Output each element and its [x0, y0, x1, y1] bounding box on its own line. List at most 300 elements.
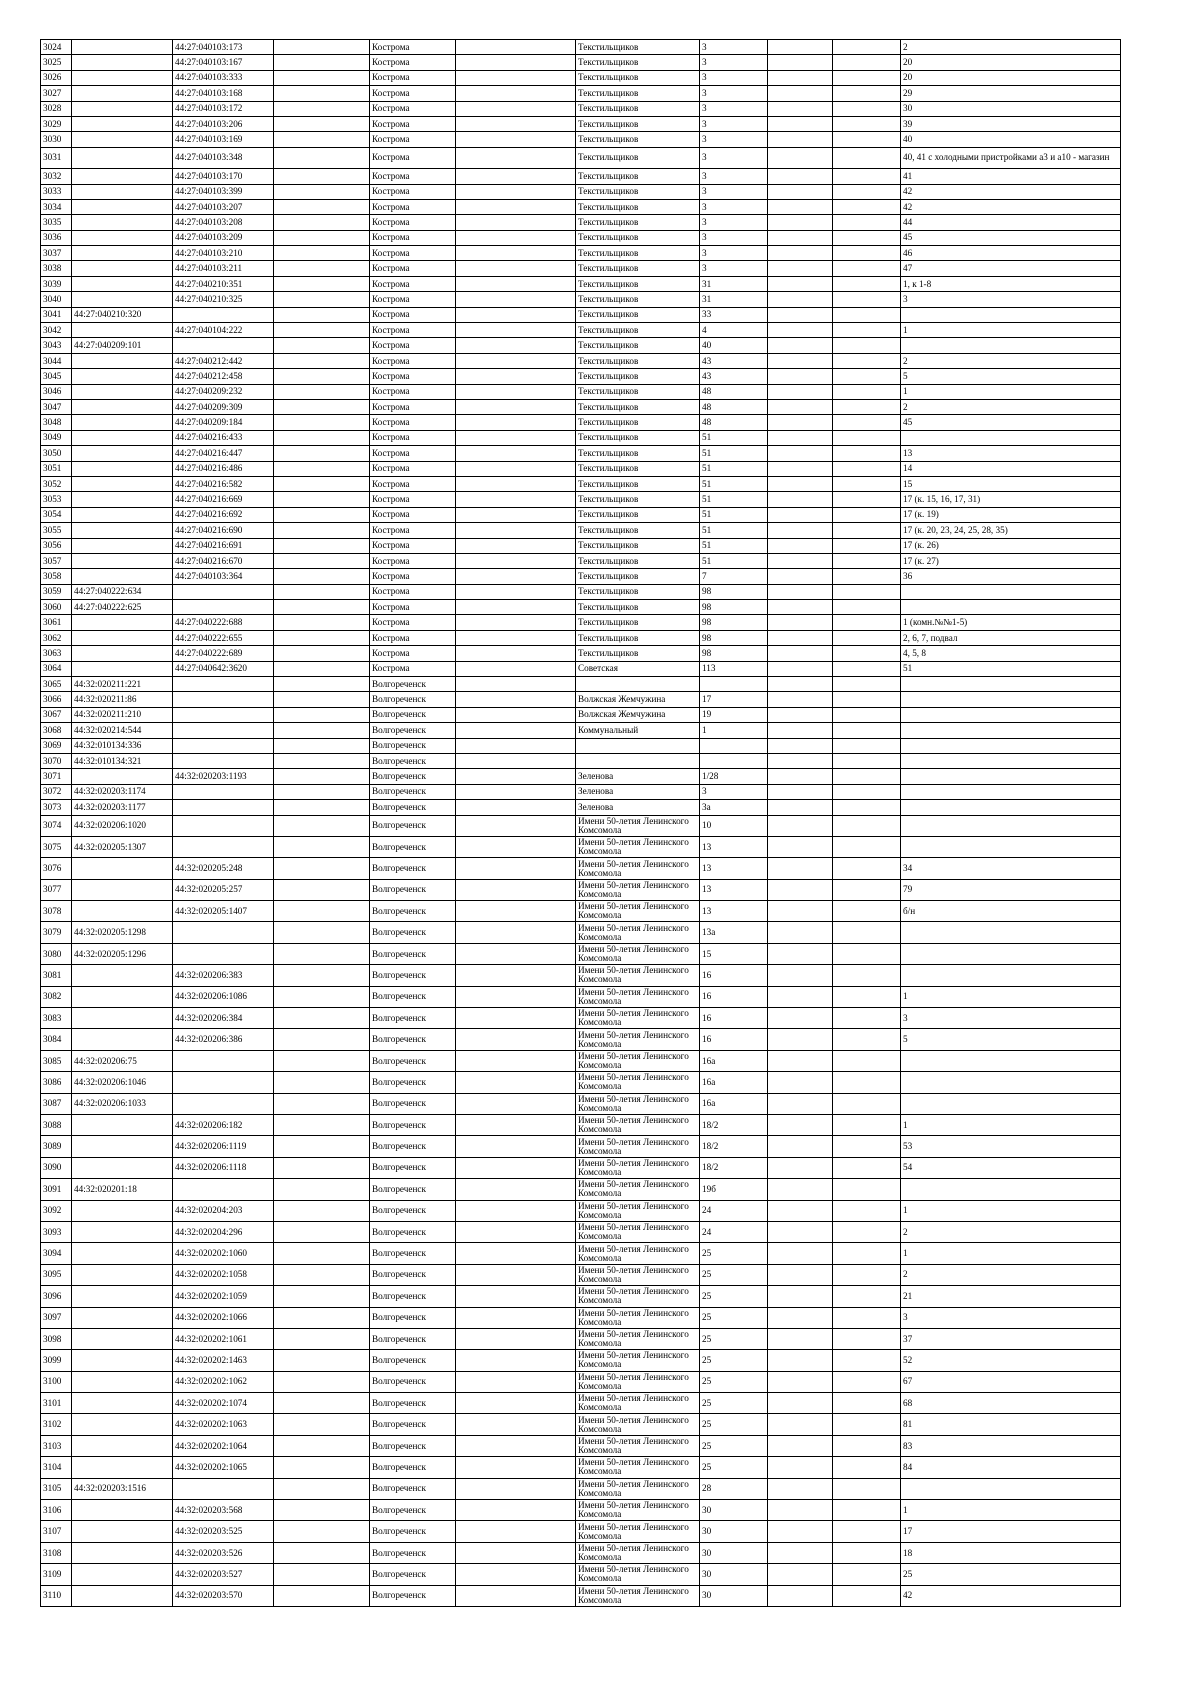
- building-cadastral-cell: [72, 215, 173, 230]
- premises-number-cell: 29: [901, 86, 1121, 101]
- city-cell: Волгореченск: [370, 723, 456, 738]
- empty-column-4: [274, 116, 370, 131]
- building-cadastral-cell: [72, 507, 173, 522]
- house-number-cell: 30: [700, 1564, 768, 1585]
- row-number-cell: 3055: [41, 523, 72, 538]
- empty-column-6: [456, 184, 576, 199]
- house-number-cell: 25: [700, 1371, 768, 1392]
- empty-column-10: [833, 800, 901, 815]
- empty-column-10: [833, 1307, 901, 1328]
- building-cadastral-cell: 44:32:020206:1046: [72, 1072, 173, 1093]
- city-cell: Волгореченск: [370, 1307, 456, 1328]
- city-cell: Волгореченск: [370, 815, 456, 836]
- row-number-cell: 3038: [41, 261, 72, 276]
- premises-number-cell: 3: [901, 1307, 1121, 1328]
- empty-column-10: [833, 677, 901, 692]
- row-number-cell: 3048: [41, 415, 72, 430]
- room-cadastral-cell: 44:27:040216:669: [173, 492, 274, 507]
- empty-column-9: [768, 1350, 833, 1371]
- room-cadastral-cell: [173, 723, 274, 738]
- empty-column-10: [833, 836, 901, 857]
- premises-number-cell: [901, 430, 1121, 445]
- building-cadastral-cell: [72, 1286, 173, 1307]
- street-cell: Имени 50-летия Ленинского Комсомола: [576, 1136, 700, 1157]
- empty-column-6: [456, 369, 576, 384]
- row-number-cell: 3102: [41, 1414, 72, 1435]
- room-cadastral-cell: [173, 1072, 274, 1093]
- empty-column-10: [833, 230, 901, 245]
- row-number-cell: 3083: [41, 1008, 72, 1029]
- table-row: [41, 677, 1121, 692]
- city-cell: Кострома: [370, 215, 456, 230]
- row-number-cell: 3047: [41, 399, 72, 414]
- empty-column-9: [768, 1072, 833, 1093]
- city-cell: Кострома: [370, 553, 456, 568]
- premises-number-cell: 2, 6, 7, подвал: [901, 630, 1121, 645]
- empty-column-9: [768, 630, 833, 645]
- empty-column-10: [833, 169, 901, 184]
- empty-column-10: [833, 1200, 901, 1221]
- empty-column-10: [833, 276, 901, 291]
- row-number-cell: 3028: [41, 101, 72, 116]
- city-cell: Волгореченск: [370, 1008, 456, 1029]
- city-cell: Волгореченск: [370, 858, 456, 879]
- empty-column-4: [274, 215, 370, 230]
- room-cadastral-cell: 44:27:040222:689: [173, 646, 274, 661]
- building-cadastral-cell: [72, 1350, 173, 1371]
- room-cadastral-cell: 44:27:040216:433: [173, 430, 274, 445]
- city-cell: Волгореченск: [370, 1371, 456, 1392]
- empty-column-4: [274, 132, 370, 147]
- row-number-cell: 3095: [41, 1264, 72, 1285]
- row-number-cell: 3076: [41, 858, 72, 879]
- empty-column-9: [768, 815, 833, 836]
- empty-column-10: [833, 1542, 901, 1563]
- empty-column-6: [456, 70, 576, 85]
- table-row: [41, 1115, 1121, 1136]
- street-cell: Имени 50-летия Ленинского Комсомола: [576, 1414, 700, 1435]
- empty-column-6: [456, 1350, 576, 1371]
- city-cell: Кострома: [370, 55, 456, 70]
- empty-column-9: [768, 399, 833, 414]
- room-cadastral-cell: 44:27:040103:399: [173, 184, 274, 199]
- building-cadastral-cell: [72, 1307, 173, 1328]
- empty-column-9: [768, 1008, 833, 1029]
- empty-column-9: [768, 199, 833, 214]
- room-cadastral-cell: 44:27:040103:170: [173, 169, 274, 184]
- street-cell: Текстильщиков: [576, 116, 700, 131]
- house-number-cell: 51: [700, 476, 768, 491]
- city-cell: Кострома: [370, 476, 456, 491]
- row-number-cell: 3082: [41, 986, 72, 1007]
- row-number-cell: 3031: [41, 147, 72, 168]
- room-cadastral-cell: 44:32:020206:1086: [173, 986, 274, 1007]
- row-number-cell: 3078: [41, 901, 72, 922]
- building-cadastral-cell: 44:27:040222:634: [72, 584, 173, 599]
- empty-column-9: [768, 784, 833, 799]
- premises-number-cell: [901, 769, 1121, 784]
- empty-column-10: [833, 553, 901, 568]
- empty-column-9: [768, 55, 833, 70]
- empty-column-10: [833, 1286, 901, 1307]
- premises-number-cell: [901, 1478, 1121, 1499]
- street-cell: Имени 50-летия Ленинского Комсомола: [576, 1008, 700, 1029]
- building-cadastral-cell: [72, 858, 173, 879]
- street-cell: Имени 50-летия Ленинского Комсомола: [576, 836, 700, 857]
- empty-column-4: [274, 600, 370, 615]
- city-cell: Волгореченск: [370, 1157, 456, 1178]
- house-number-cell: 24: [700, 1200, 768, 1221]
- row-number-cell: 3072: [41, 784, 72, 799]
- city-cell: Кострома: [370, 399, 456, 414]
- premises-number-cell: 47: [901, 261, 1121, 276]
- table-row: [41, 753, 1121, 768]
- premises-number-cell: 2: [901, 353, 1121, 368]
- table-row: [41, 523, 1121, 538]
- empty-column-6: [456, 1521, 576, 1542]
- room-cadastral-cell: 44:32:020206:1118: [173, 1157, 274, 1178]
- house-number-cell: 40: [700, 338, 768, 353]
- room-cadastral-cell: 44:27:040209:232: [173, 384, 274, 399]
- house-number-cell: 3: [700, 169, 768, 184]
- row-number-cell: 3069: [41, 738, 72, 753]
- street-cell: Коммунальный: [576, 723, 700, 738]
- house-number-cell: 15: [700, 943, 768, 964]
- premises-number-cell: [901, 1179, 1121, 1200]
- house-number-cell: 25: [700, 1350, 768, 1371]
- empty-column-6: [456, 40, 576, 55]
- empty-column-10: [833, 1564, 901, 1585]
- empty-column-10: [833, 1093, 901, 1114]
- empty-column-10: [833, 707, 901, 722]
- house-number-cell: 1: [700, 723, 768, 738]
- empty-column-10: [833, 879, 901, 900]
- empty-column-4: [274, 492, 370, 507]
- premises-number-cell: 52: [901, 1350, 1121, 1371]
- empty-column-10: [833, 86, 901, 101]
- street-cell: Имени 50-летия Ленинского Комсомола: [576, 1371, 700, 1392]
- street-cell: Текстильщиков: [576, 215, 700, 230]
- empty-column-9: [768, 1328, 833, 1349]
- street-cell: Имени 50-летия Ленинского Комсомола: [576, 1435, 700, 1456]
- city-cell: Волгореченск: [370, 1264, 456, 1285]
- table-row: [41, 292, 1121, 307]
- room-cadastral-cell: 44:27:040216:447: [173, 446, 274, 461]
- empty-column-4: [274, 901, 370, 922]
- empty-column-6: [456, 55, 576, 70]
- house-number-cell: 43: [700, 369, 768, 384]
- premises-number-cell: 17: [901, 1521, 1121, 1542]
- city-cell: Кострома: [370, 615, 456, 630]
- city-cell: Волгореченск: [370, 1393, 456, 1414]
- building-cadastral-cell: 44:32:020206:1020: [72, 815, 173, 836]
- premises-number-cell: 53: [901, 1136, 1121, 1157]
- empty-column-10: [833, 630, 901, 645]
- city-cell: Кострома: [370, 307, 456, 322]
- house-number-cell: 16: [700, 986, 768, 1007]
- room-cadastral-cell: 44:32:020202:1061: [173, 1328, 274, 1349]
- empty-column-9: [768, 1029, 833, 1050]
- building-cadastral-cell: [72, 1500, 173, 1521]
- city-cell: Волгореченск: [370, 1457, 456, 1478]
- empty-column-6: [456, 476, 576, 491]
- street-cell: Имени 50-летия Ленинского Комсомола: [576, 1050, 700, 1071]
- premises-number-cell: 1: [901, 1243, 1121, 1264]
- building-cadastral-cell: [72, 1564, 173, 1585]
- table-row: [41, 1478, 1121, 1499]
- table-row: [41, 553, 1121, 568]
- premises-number-cell: [901, 738, 1121, 753]
- row-number-cell: 3044: [41, 353, 72, 368]
- street-cell: Текстильщиков: [576, 261, 700, 276]
- premises-number-cell: 13: [901, 446, 1121, 461]
- building-cadastral-cell: [72, 1115, 173, 1136]
- building-cadastral-cell: [72, 399, 173, 414]
- row-number-cell: 3107: [41, 1521, 72, 1542]
- table-row: [41, 784, 1121, 799]
- row-number-cell: 3040: [41, 292, 72, 307]
- premises-number-cell: 4, 5, 8: [901, 646, 1121, 661]
- street-cell: Имени 50-летия Ленинского Комсомола: [576, 1542, 700, 1563]
- city-cell: Волгореченск: [370, 1435, 456, 1456]
- empty-column-6: [456, 446, 576, 461]
- street-cell: Текстильщиков: [576, 199, 700, 214]
- premises-number-cell: 3: [901, 1008, 1121, 1029]
- premises-number-cell: 79: [901, 879, 1121, 900]
- premises-number-cell: [901, 600, 1121, 615]
- house-number-cell: 17: [700, 692, 768, 707]
- table-row: [41, 169, 1121, 184]
- empty-column-6: [456, 569, 576, 584]
- empty-column-9: [768, 1500, 833, 1521]
- empty-column-6: [456, 338, 576, 353]
- building-cadastral-cell: 44:32:010134:321: [72, 753, 173, 768]
- row-number-cell: 3094: [41, 1243, 72, 1264]
- house-number-cell: 16: [700, 1029, 768, 1050]
- street-cell: Текстильщиков: [576, 147, 700, 168]
- premises-number-cell: [901, 800, 1121, 815]
- row-number-cell: 3033: [41, 184, 72, 199]
- room-cadastral-cell: 44:27:040209:309: [173, 399, 274, 414]
- empty-column-6: [456, 116, 576, 131]
- empty-column-10: [833, 965, 901, 986]
- city-cell: Волгореченск: [370, 1221, 456, 1242]
- street-cell: Имени 50-летия Ленинского Комсомола: [576, 1200, 700, 1221]
- table-row: [41, 1029, 1121, 1050]
- empty-column-9: [768, 384, 833, 399]
- building-cadastral-cell: 44:32:020214:544: [72, 723, 173, 738]
- house-number-cell: 98: [700, 646, 768, 661]
- table-row: [41, 261, 1121, 276]
- building-cadastral-cell: [72, 630, 173, 645]
- table-row: [41, 569, 1121, 584]
- table-row: [41, 415, 1121, 430]
- premises-number-cell: 42: [901, 1585, 1121, 1606]
- row-number-cell: 3101: [41, 1393, 72, 1414]
- empty-column-6: [456, 246, 576, 261]
- table-row: [41, 1328, 1121, 1349]
- room-cadastral-cell: 44:27:040210:325: [173, 292, 274, 307]
- empty-column-6: [456, 276, 576, 291]
- empty-column-4: [274, 1264, 370, 1285]
- empty-column-4: [274, 1521, 370, 1542]
- room-cadastral-cell: 44:27:040103:364: [173, 569, 274, 584]
- table-row: [41, 738, 1121, 753]
- premises-number-cell: 2: [901, 40, 1121, 55]
- house-number-cell: 28: [700, 1478, 768, 1499]
- empty-column-4: [274, 307, 370, 322]
- empty-column-4: [274, 276, 370, 291]
- street-cell: Имени 50-летия Ленинского Комсомола: [576, 1072, 700, 1093]
- city-cell: Кострома: [370, 261, 456, 276]
- city-cell: Волгореченск: [370, 1050, 456, 1071]
- street-cell: Текстильщиков: [576, 70, 700, 85]
- house-number-cell: 13: [700, 901, 768, 922]
- room-cadastral-cell: 44:27:040103:173: [173, 40, 274, 55]
- house-number-cell: 18/2: [700, 1157, 768, 1178]
- city-cell: Кострома: [370, 86, 456, 101]
- house-number-cell: 16: [700, 965, 768, 986]
- empty-column-10: [833, 446, 901, 461]
- house-number-cell: 19: [700, 707, 768, 722]
- street-cell: Имени 50-летия Ленинского Комсомола: [576, 922, 700, 943]
- room-cadastral-cell: 44:32:020205:257: [173, 879, 274, 900]
- empty-column-9: [768, 461, 833, 476]
- empty-column-6: [456, 1393, 576, 1414]
- table-row: [41, 476, 1121, 491]
- city-cell: Волгореченск: [370, 1200, 456, 1221]
- room-cadastral-cell: [173, 1179, 274, 1200]
- building-cadastral-cell: [72, 169, 173, 184]
- empty-column-9: [768, 523, 833, 538]
- city-cell: Волгореченск: [370, 1093, 456, 1114]
- building-cadastral-cell: [72, 1264, 173, 1285]
- room-cadastral-cell: 44:27:040212:442: [173, 353, 274, 368]
- row-number-cell: 3080: [41, 943, 72, 964]
- street-cell: Текстильщиков: [576, 415, 700, 430]
- table-row: [41, 1371, 1121, 1392]
- empty-column-6: [456, 1564, 576, 1585]
- empty-column-9: [768, 538, 833, 553]
- row-number-cell: 3050: [41, 446, 72, 461]
- row-number-cell: 3106: [41, 1500, 72, 1521]
- building-cadastral-cell: 44:32:020206:75: [72, 1050, 173, 1071]
- city-cell: Кострома: [370, 369, 456, 384]
- street-cell: Имени 50-летия Ленинского Комсомола: [576, 1350, 700, 1371]
- row-number-cell: 3039: [41, 276, 72, 291]
- empty-column-9: [768, 86, 833, 101]
- table-row: [41, 230, 1121, 245]
- empty-column-10: [833, 600, 901, 615]
- row-number-cell: 3046: [41, 384, 72, 399]
- building-cadastral-cell: [72, 446, 173, 461]
- table-row: [41, 858, 1121, 879]
- house-number-cell: 30: [700, 1542, 768, 1563]
- street-cell: Текстильщиков: [576, 40, 700, 55]
- house-number-cell: 3: [700, 132, 768, 147]
- city-cell: Кострома: [370, 446, 456, 461]
- room-cadastral-cell: [173, 1093, 274, 1114]
- room-cadastral-cell: 44:32:020205:1407: [173, 901, 274, 922]
- house-number-cell: 25: [700, 1435, 768, 1456]
- table-row: [41, 307, 1121, 322]
- table-row: [41, 630, 1121, 645]
- premises-number-cell: 81: [901, 1414, 1121, 1435]
- empty-column-6: [456, 815, 576, 836]
- building-cadastral-cell: [72, 1200, 173, 1221]
- city-cell: Кострома: [370, 353, 456, 368]
- house-number-cell: 13: [700, 858, 768, 879]
- row-number-cell: 3052: [41, 476, 72, 491]
- empty-column-6: [456, 230, 576, 245]
- table-row: [41, 446, 1121, 461]
- table-row: [41, 86, 1121, 101]
- street-cell: Текстильщиков: [576, 430, 700, 445]
- table-row: [41, 661, 1121, 676]
- building-cadastral-cell: [72, 230, 173, 245]
- house-number-cell: 98: [700, 630, 768, 645]
- street-cell: Имени 50-летия Ленинского Комсомола: [576, 1286, 700, 1307]
- room-cadastral-cell: 44:32:020202:1065: [173, 1457, 274, 1478]
- row-number-cell: 3074: [41, 815, 72, 836]
- row-number-cell: 3109: [41, 1564, 72, 1585]
- empty-column-4: [274, 1457, 370, 1478]
- premises-number-cell: [901, 677, 1121, 692]
- room-cadastral-cell: [173, 738, 274, 753]
- street-cell: Текстильщиков: [576, 169, 700, 184]
- empty-column-6: [456, 800, 576, 815]
- empty-column-9: [768, 1435, 833, 1456]
- room-cadastral-cell: 44:32:020202:1058: [173, 1264, 274, 1285]
- city-cell: Волгореченск: [370, 769, 456, 784]
- row-number-cell: 3070: [41, 753, 72, 768]
- street-cell: Имени 50-летия Ленинского Комсомола: [576, 1264, 700, 1285]
- room-cadastral-cell: 44:27:040103:211: [173, 261, 274, 276]
- empty-column-6: [456, 922, 576, 943]
- empty-column-10: [833, 661, 901, 676]
- city-cell: Кострома: [370, 338, 456, 353]
- street-cell: Текстильщиков: [576, 523, 700, 538]
- house-number-cell: [700, 738, 768, 753]
- city-cell: Кострома: [370, 507, 456, 522]
- street-cell: Текстильщиков: [576, 55, 700, 70]
- building-cadastral-cell: [72, 369, 173, 384]
- row-number-cell: 3077: [41, 879, 72, 900]
- empty-column-6: [456, 1328, 576, 1349]
- building-cadastral-cell: [72, 646, 173, 661]
- building-cadastral-cell: [72, 147, 173, 168]
- empty-column-10: [833, 1050, 901, 1071]
- street-cell: Текстильщиков: [576, 292, 700, 307]
- house-number-cell: 3: [700, 261, 768, 276]
- table-row: [41, 492, 1121, 507]
- empty-column-9: [768, 569, 833, 584]
- empty-column-9: [768, 986, 833, 1007]
- street-cell: Имени 50-летия Ленинского Комсомола: [576, 943, 700, 964]
- house-number-cell: 98: [700, 584, 768, 599]
- empty-column-4: [274, 292, 370, 307]
- building-cadastral-cell: 44:27:040222:625: [72, 600, 173, 615]
- empty-column-4: [274, 384, 370, 399]
- house-number-cell: 31: [700, 276, 768, 291]
- room-cadastral-cell: [173, 753, 274, 768]
- premises-number-cell: [901, 753, 1121, 768]
- row-number-cell: 3073: [41, 800, 72, 815]
- building-cadastral-cell: 44:32:020203:1174: [72, 784, 173, 799]
- empty-column-6: [456, 1072, 576, 1093]
- house-number-cell: 48: [700, 415, 768, 430]
- empty-column-6: [456, 615, 576, 630]
